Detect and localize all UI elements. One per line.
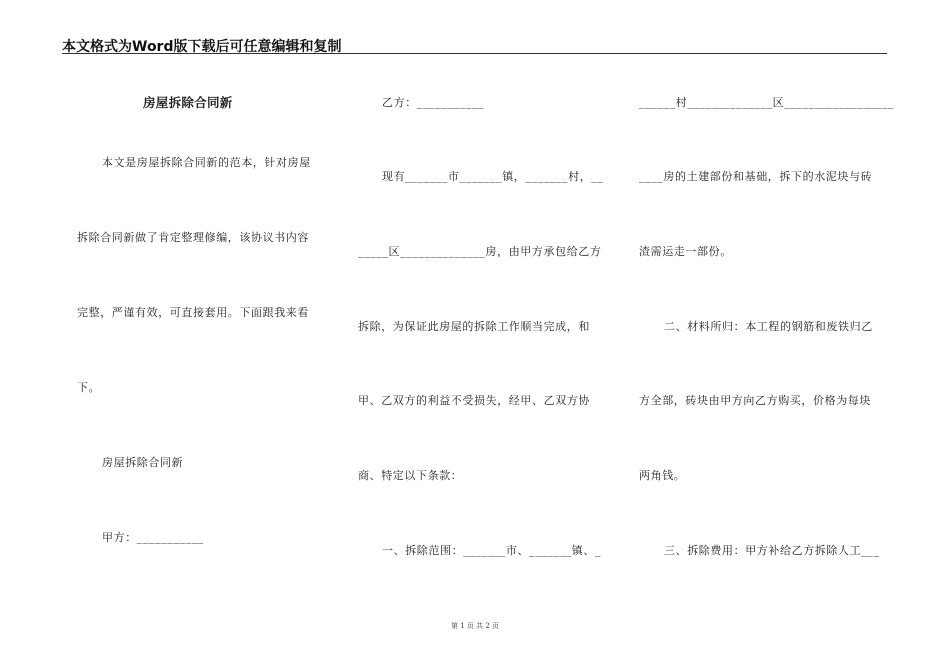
section-heading: 房屋拆除合同新 xyxy=(102,456,184,469)
party-b-field: 乙方：___________ xyxy=(382,96,484,109)
paragraph-line: 三、拆除费用：甲方补给乙方拆除人工___ xyxy=(664,544,880,557)
paragraph-line: 甲、乙双方的利益不受损失，经甲、乙双方协 xyxy=(358,394,590,407)
page-number: 第 1 页 共 2 页 xyxy=(450,622,500,630)
document-title: 房屋拆除合同新 xyxy=(143,95,233,110)
paragraph-line: 拆除合同新做了肯定整理修编，该协议书内容 xyxy=(77,231,309,244)
paragraph-line: 两角钱。 xyxy=(639,469,686,482)
document-header: 本文格式为Word版下载后可任意编辑和复制 xyxy=(62,39,342,55)
paragraph-line: ____房的土建部份和基础，拆下的水泥块与砖 xyxy=(639,170,873,183)
paragraph-line: ______村______________区__________________ xyxy=(639,96,894,109)
paragraph-line: 现有_______市_______镇，_______村，__ xyxy=(382,170,604,183)
paragraph-line: 方全部，砖块由甲方向乙方购买，价格为每块 xyxy=(639,394,871,407)
paragraph-line: 拆除，为保证此房屋的拆除工作顺当完成，和 xyxy=(358,320,590,333)
header-divider xyxy=(62,53,887,54)
paragraph-line: _____区______________房，由甲方承包给乙方 xyxy=(358,245,602,258)
party-a-field: 甲方：___________ xyxy=(102,531,204,544)
paragraph-line: 商、特定以下条款： xyxy=(358,469,463,482)
paragraph-line: 渣需运走一部份。 xyxy=(639,245,732,258)
paragraph-line: 二、材料所归：本工程的钢筋和废铁归乙 xyxy=(664,320,873,333)
paragraph-line: 下。 xyxy=(77,381,101,394)
paragraph-line: 完整，严谨有效，可直接套用。下面跟我来看 xyxy=(77,306,309,319)
paragraph-line: 本文是房屋拆除合同新的范本，针对房屋 xyxy=(102,156,311,169)
paragraph-line: 一、拆除范围：_______市、_______镇、_ xyxy=(382,544,602,557)
